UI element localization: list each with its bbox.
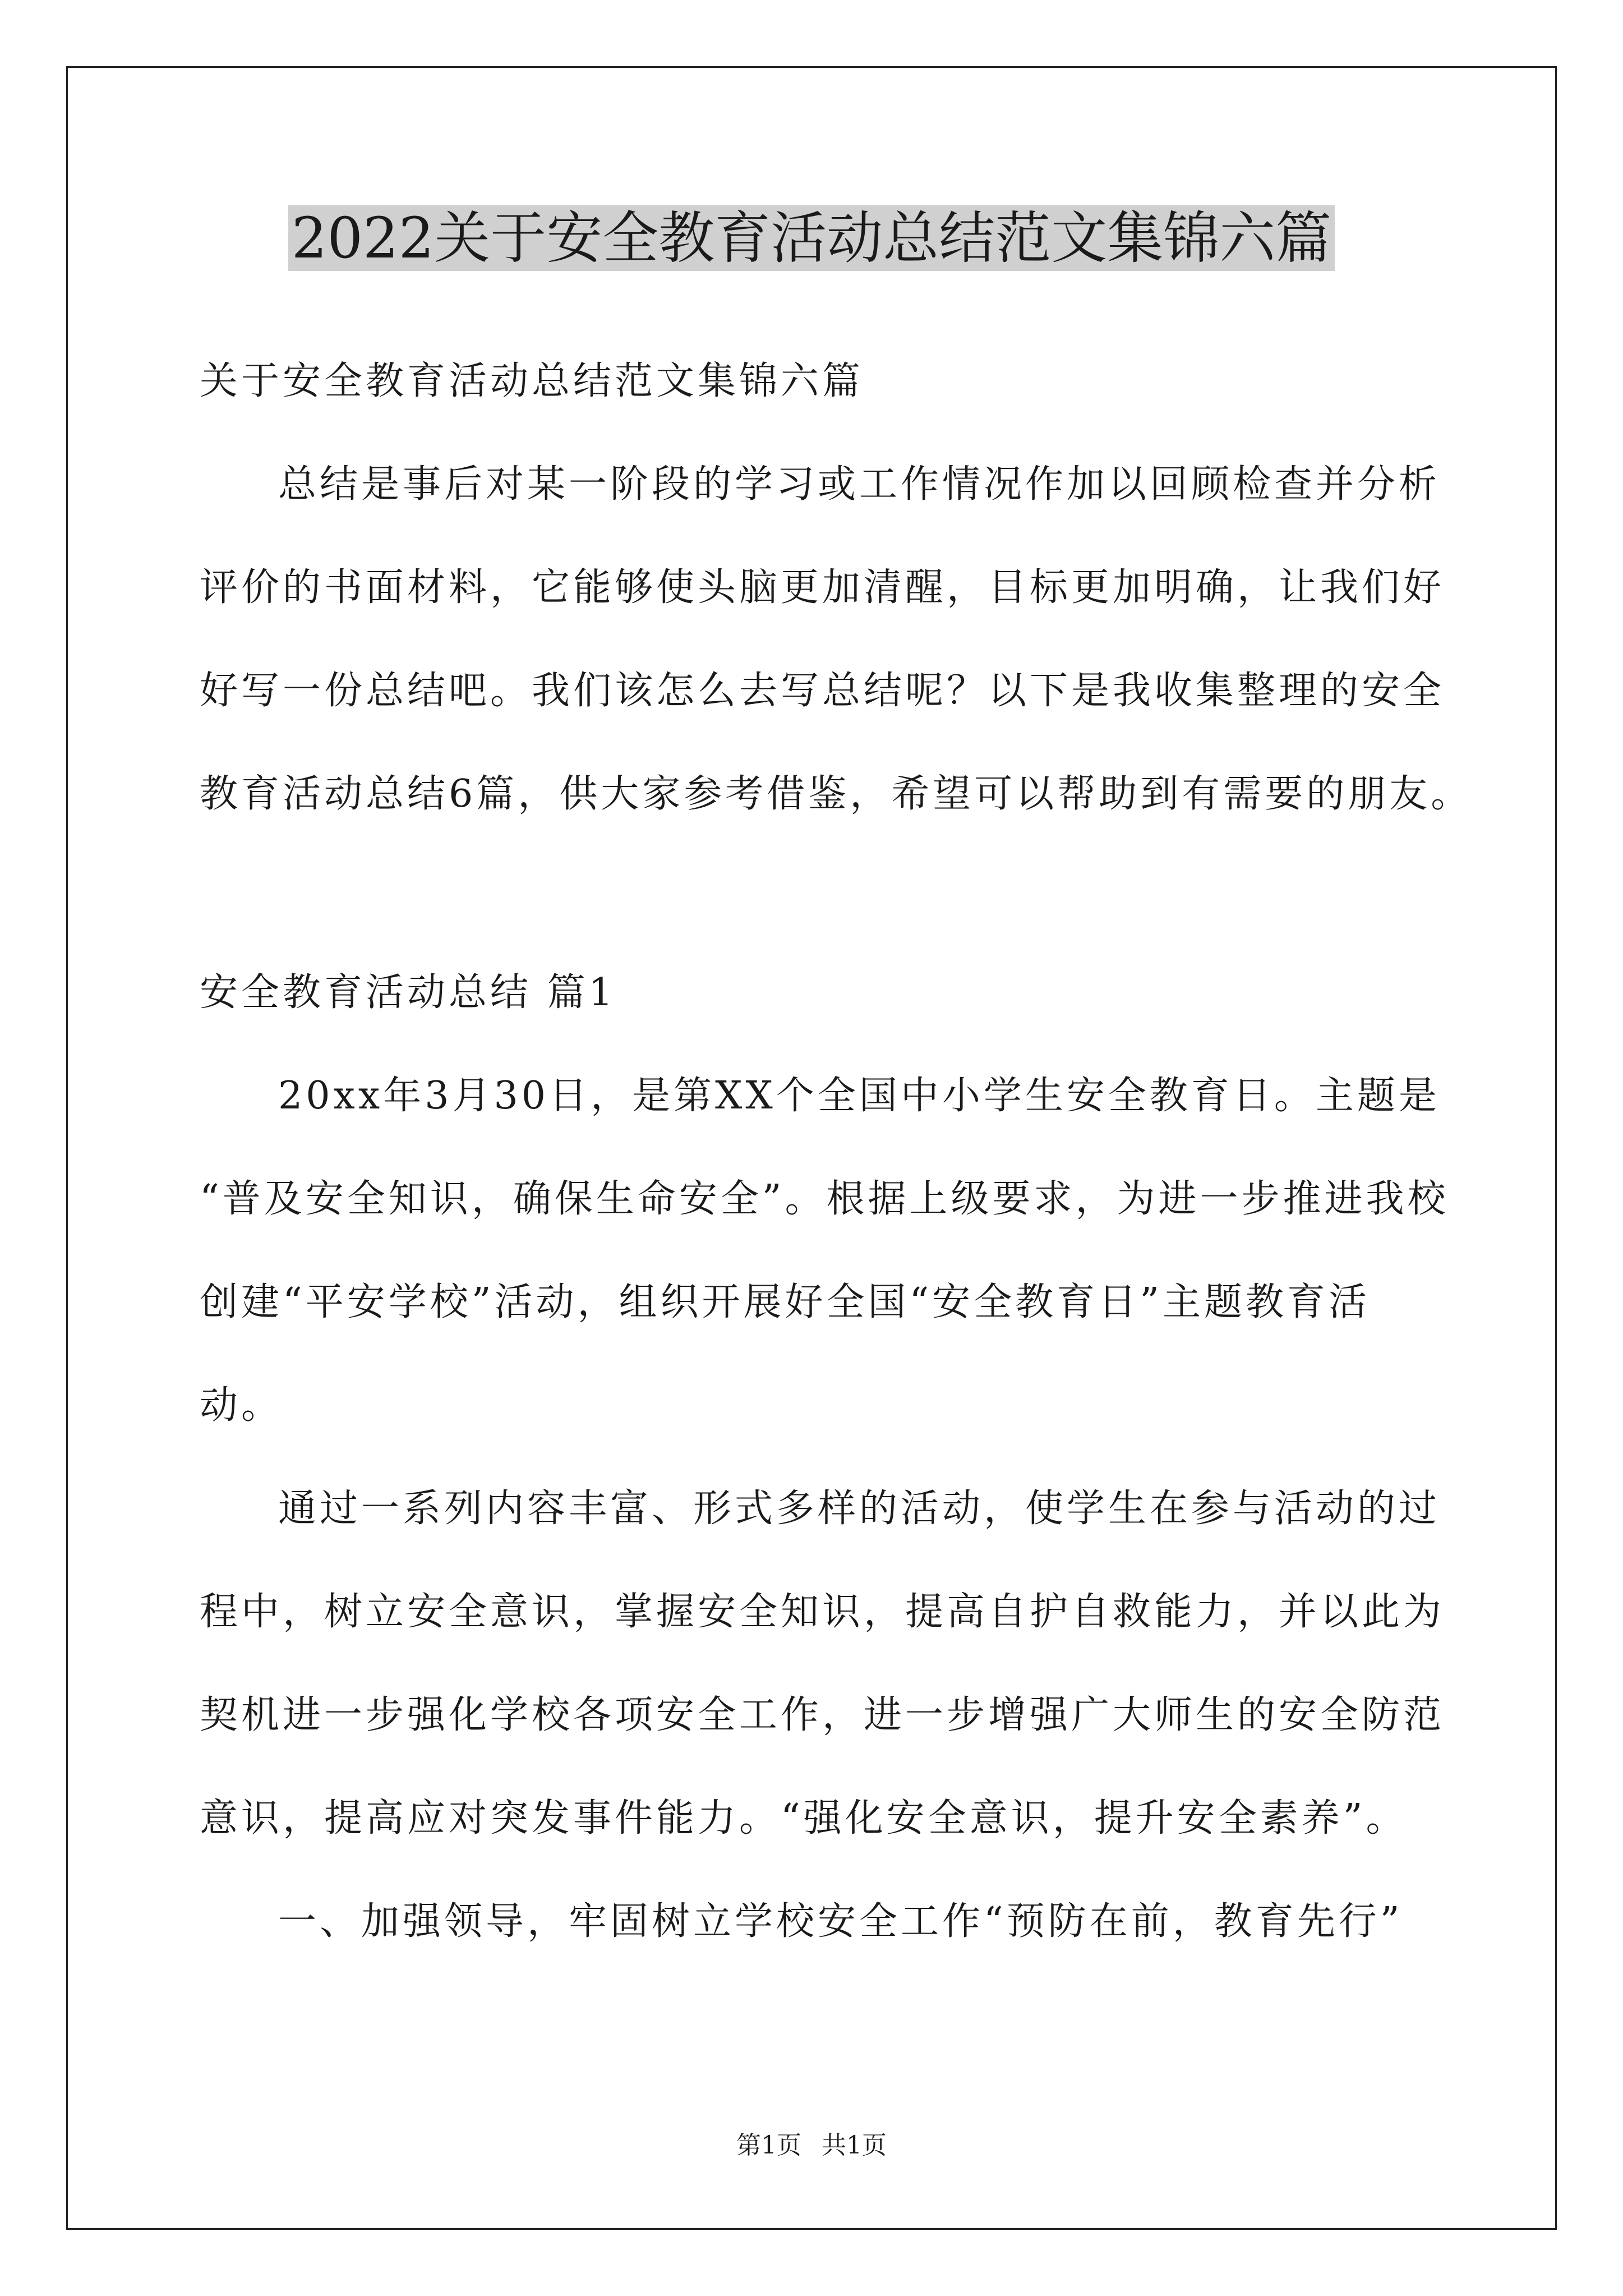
paragraph-line: 程中，树立安全意识，掌握安全知识，提高自护自救能力，并以此为 xyxy=(200,1590,1445,1634)
subtitle-line: 关于安全教育活动总结范文集锦六篇 xyxy=(200,359,864,403)
paragraph-line: 契机进一步强化学校各项安全工作，进一步增强广大师生的安全防范 xyxy=(200,1693,1445,1737)
paragraph-line: “普及安全知识，确保生命安全”。根据上级要求，为进一步推进我校 xyxy=(200,1177,1449,1221)
paragraph-line: 创建“平安学校”活动，组织开展好全国“安全教育日”主题教育活 xyxy=(200,1280,1371,1324)
paragraph-line: 动。 xyxy=(200,1383,283,1428)
page-number: 第1页 xyxy=(736,2131,801,2160)
document-body xyxy=(200,337,1473,1980)
paragraph-line: 通过一系列内容丰富、形式多样的活动，使学生在参与活动的过 xyxy=(278,1487,1441,1531)
paragraph-line: 一、加强领导，牢固树立学校安全工作“预防在前，教育先行” xyxy=(278,1899,1403,1944)
section-gap xyxy=(200,853,1433,948)
paragraph-line: 20xx年3月30日，是第XX个全国中小学生安全教育日。主题是 xyxy=(278,1074,1440,1118)
paragraph-line: 意识，提高应对突发事件能力。“强化安全意识，提升安全素养”。 xyxy=(200,1796,1408,1841)
document-title xyxy=(0,202,1623,275)
paragraph-line: 总结是事后对某一阶段的学习或工作情况作加以回顾检查并分析 xyxy=(278,462,1441,507)
paragraph-line: 评价的书面材料，它能够使头脑更加清醒，目标更加明确，让我们好 xyxy=(200,565,1445,610)
paragraph-line: 教育活动总结6篇，供大家参考借鉴，希望可以帮助到有需要的朋友。 xyxy=(200,772,1473,816)
paragraph-line: 好写一份总结吧。我们该怎么去写总结呢？以下是我收集整理的安全 xyxy=(200,669,1445,713)
document-title-text: 2022关于安全教育活动总结范文集锦六篇 xyxy=(288,205,1335,271)
page-total: 共1页 xyxy=(822,2131,887,2160)
section-heading: 安全教育活动总结 篇1 xyxy=(200,970,616,1015)
page-footer xyxy=(0,2129,1623,2162)
